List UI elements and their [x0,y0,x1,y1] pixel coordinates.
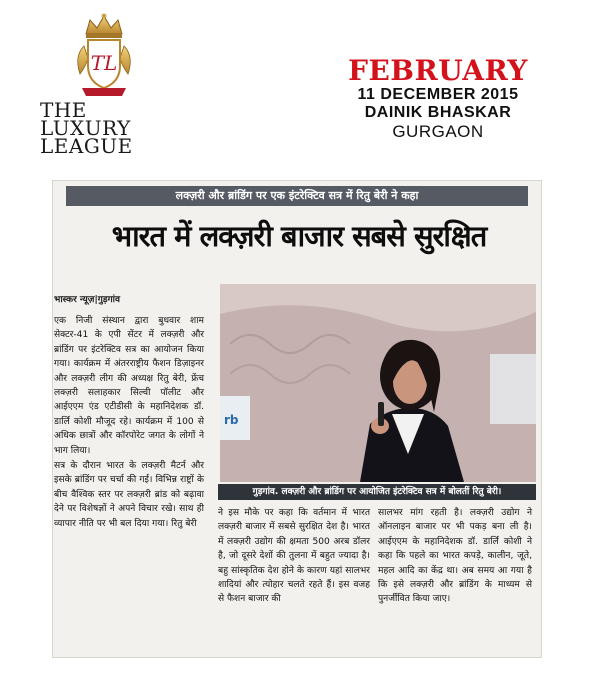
article-column-2 [218,506,370,608]
article-column-1 [54,314,204,532]
article-paragraph: सालभर मांग रहती है। लक्ज़री उद्योग ने ऑनलाइन बाजार पर भी पकड़ बना ली है। आईएएम के महानिदेशक डॉ. डार्लि कोशी ने कहा कि पहले का भारत कपड़े, कालीन, जूते, महल आदि का केंद्र था। अब समय आ गया है कि इसे लक्ज़री और ब्रांडिंग के माध्यम से पुनर्जीवित किया जाए। [378,508,532,605]
photo-caption: गुड़गांव. लक्ज़री और ब्रांडिंग पर आयोजित इंटरेक्टिव सत्र में बोलतीं रितु बेरी। [218,484,536,500]
article-paragraph: एक निजी संस्थान द्वारा बुधवार शाम सेक्टर-41 के एपी सेंटर में लक्ज़री और ब्रांडिंग पर इंटरेक्टिव सत्र का आयोजन किया गया। कार्यक्रम में अंतरराष्ट्रीय फैशन डिज़ाइनर और लक्ज़री लीग की अध्यक्ष रितु बेरी, फ्रेंच लक्ज़री सलाहकार सिल्वी पॉलीट और आईएएम एंड एटीडीसी के महानिदेशक डॉ. डार्लि कोशी मौजूद रहे। कार्यक्रम में 100 से अधिक छात्रों और कॉरपोरेट जगत के लोगों ने भाग लिया। [54,316,204,456]
logo-text-the: THE [40,98,87,122]
article-byline: भास्कर न्यूज़|गुड़गांव [54,295,121,305]
publication-date: 11 DECEMBER 2015 [357,86,519,103]
logo-text-luxury: LUXURY [40,116,131,140]
speaker-photo-illustration [220,284,536,482]
article-kicker: लक्ज़री और ब्रांडिंग पर एक इंटरेक्टिव सत्र में रितु बेरी ने कहा [66,186,528,206]
crown-crest-icon [72,12,136,102]
article-column-3 [378,506,532,608]
article-paragraph: ने इस मौके पर कहा कि वर्तमान में भारत लक्ज़री बाजार में सबसे सुरक्षित देश है। भारत में लक्ज़री उद्योग की क्षमता 500 अरब डॉलर है, जो दूसरे देशों की तुलना में बहुत ज्यादा है। बहु सांस्कृतिक देश होने के कारण यहां सालभर शादियां और त्योहार चलते रहते हैं। इस वजह से फैशन बाजार की [218,508,370,605]
luxury-league-logo [40,12,160,158]
publication-header [333,56,543,142]
article-headline: भारत में लक्ज़री बाजार सबसे सुरक्षित [111,219,487,253]
month-label: FEBRUARY [348,54,528,87]
logo-text-league: LEAGUE [40,134,133,158]
newspaper-clipping [52,180,542,658]
svg-text:rb: rb [224,413,239,427]
event-photo [220,284,536,482]
svg-text:TL: TL [90,51,118,75]
edition-city: GURGAON [392,122,484,141]
article-paragraph: सत्र के दौरान भारत के लक्ज़री मैटर्न और इसके ब्रांडिंग पर चर्चा की गई। विभिन्न राष्ट्रों के बीच वैश्विक स्तर पर लक्ज़री ब्रांड को बढ़ावा देने पर विशेषज्ञों ने अपने विचार रखे। साथ ही व्यापार नीति पर भी बल दिया गया। रितु बेरी [54,461,204,529]
newspaper-name: DAINIK BHASKAR [364,104,512,121]
